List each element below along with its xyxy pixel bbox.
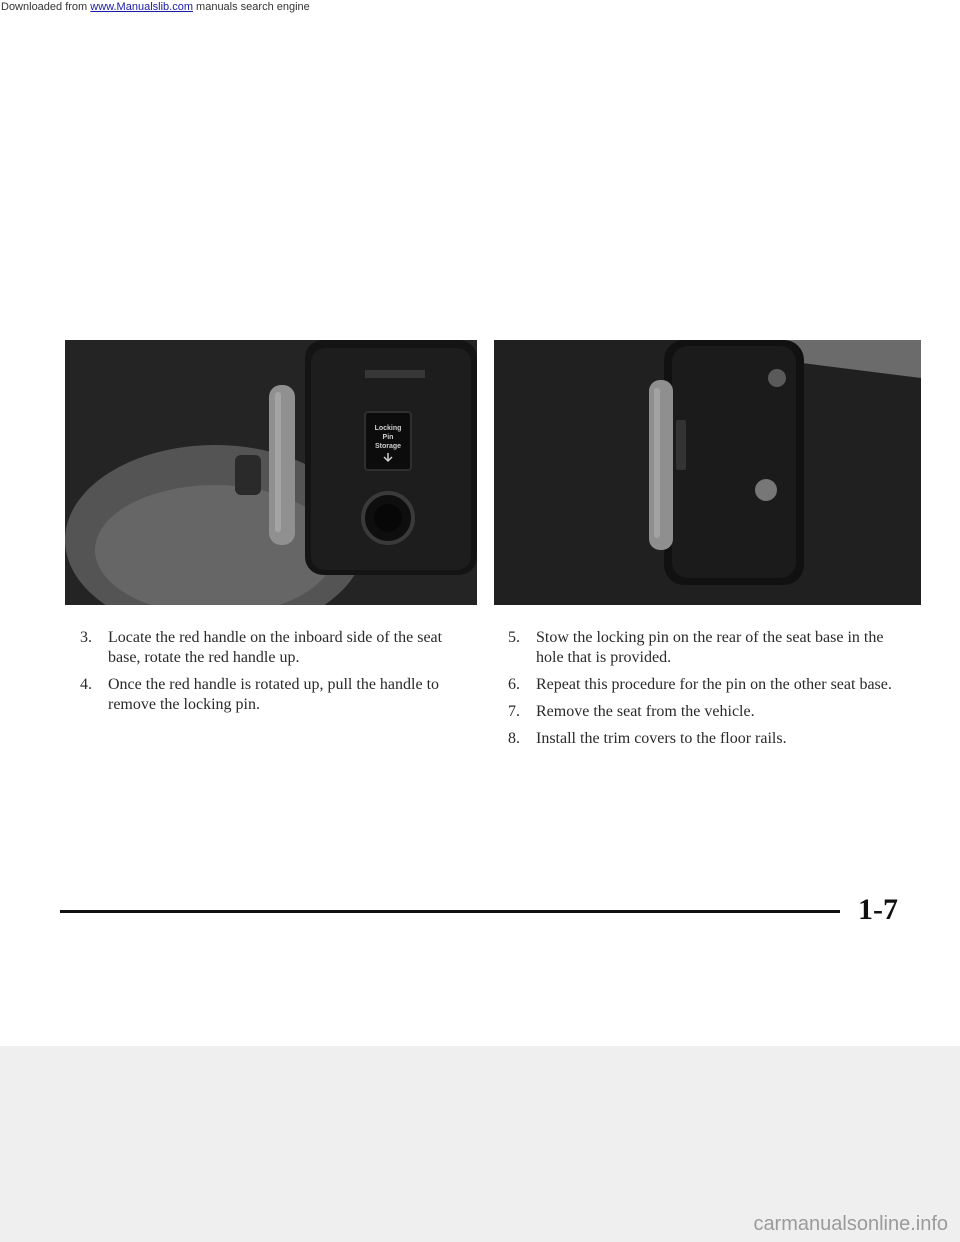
placard-line-1: Locking — [374, 425, 402, 432]
page-number: 1-7 — [858, 893, 898, 926]
step-8: 8. Install the trim covers to the floor rails. — [508, 730, 787, 747]
header-suffix: manuals search engine — [192, 1, 310, 13]
step-4: 4. Once the red handle is rotated up, pull the handle to remove the locking pin. — [80, 676, 440, 713]
page-rule — [60, 910, 840, 913]
stowed-locking-pin — [649, 380, 673, 550]
seat-base-photo-left — [65, 340, 477, 605]
step-7: 7. Remove the seat from the vehicle. — [508, 703, 755, 720]
download-header — [0, 0, 310, 14]
placard-line-2: Pin — [382, 434, 394, 441]
placard-line-3: Storage — [374, 443, 402, 450]
photo-seat-base-inboard — [65, 340, 477, 605]
photo-seat-base-rear — [494, 340, 921, 605]
seat-base-photo-right — [494, 340, 921, 605]
stowed-pin-hole — [755, 479, 777, 501]
step-5: 5. Stow the locking pin on the rear of the seat base in the hole that is provided. — [508, 629, 884, 666]
step-6: 6. Repeat this procedure for the pin on the other seat base. — [508, 676, 892, 693]
steps-right-column — [508, 628, 908, 756]
red-handle-pin — [269, 385, 295, 545]
manualslib-link[interactable]: www.Manualslib.com — [90, 1, 193, 13]
steps-left-column — [80, 628, 470, 722]
step-3: 3. Locate the red handle on the inboard side of the seat base, rotate the red handle up. — [80, 629, 443, 666]
header-prefix: Downloaded from — [1, 1, 91, 13]
watermark-text: carmanualsonline.info — [753, 1213, 948, 1235]
footer-band — [0, 1046, 960, 1242]
